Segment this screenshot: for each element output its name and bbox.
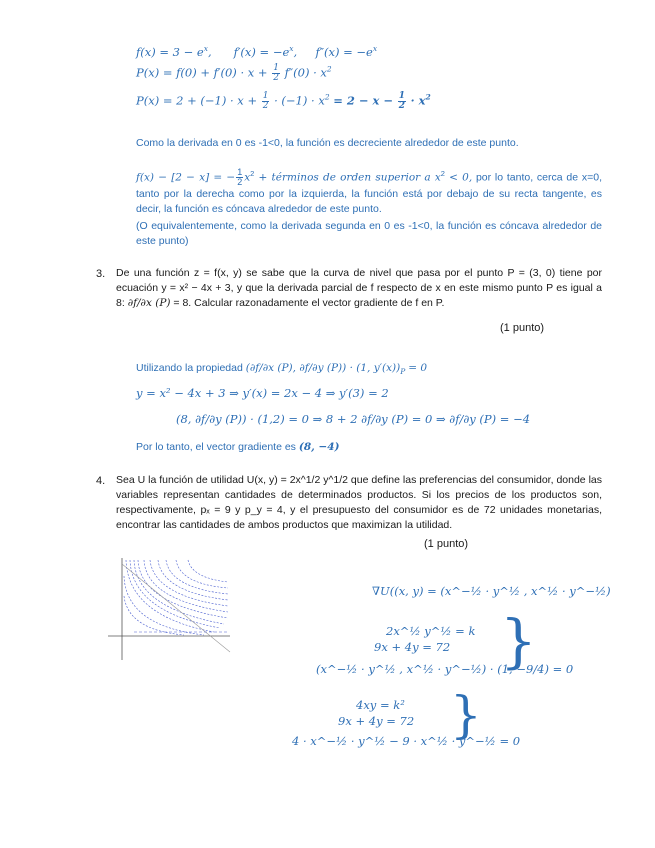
note-second-derivative: (O equivalentemente, como la derivada segunda en 0 es -1<0, la función es cóncava alrededor de este punto) [136, 220, 602, 247]
q4-sys2-utility: 4xy = k² [356, 698, 405, 712]
q4-sys1-budget: 9x + 4y = 72 [374, 640, 451, 654]
brace-system-2: } [450, 686, 482, 744]
q3-points: (1 punto) [500, 322, 545, 334]
q4-sys1-tangency: (x^−½ · y^½ , x^½ · y^−½) · (1, −9/4) = 0 [316, 662, 574, 676]
eq-taylor-eval: P(x) = 2 + (−1) · x + $\frac{1}{2}$ · $(-1) \cdot x^2 = 2 - x$ − $\frac{1}{2}$ · $x^2$ [136, 91, 431, 111]
q3-statement: De una función z = f(x, y) se sabe que la curva de nivel que pasa por el punto P = (3, 0) tiene por ecuación y = x² − 4x + 3, y que la derivada parcial de f respecto de x en este mismo punto P es igual a 8: ∂f/∂x (P) = 8. Calcular razonadamente el vector gradiente de f en P. [116, 267, 602, 309]
level-curves-plot [104, 556, 234, 664]
q4-number: 4. [96, 475, 106, 487]
q4-statement: Sea U la función de utilidad U(x, y) = 2x^1/2 y^1/2 que define las preferencias del consumidor, donde las variables representan cantidades de determinados productos. Si los precios de los productos son, respectivamente, pₓ = 9 y p_y = 4, y el presupuesto del consumidor es de 72 unidades monetarias, encontrar las cantidades de ambos productos que maximizan la utilidad. [116, 474, 602, 531]
q3-sol-partial-y: (8, ∂f/∂y (P)) · (1,2) = 0 ⇒ 8 + 2 ∂f/∂y (P) = 0 ⇒ ∂f/∂y (P) = −4 [176, 412, 531, 426]
q4-gradient: ∇U((x, y) = (x^−½ · y^½ , x^½ · y^−½) [372, 584, 611, 598]
eq-taylor-poly: P(x) = f(0) + f′(0) · x + $\frac{1}{2}$ $f''(0) \cdot x^2$ [136, 63, 332, 83]
eq-f-derivatives: $f(x) = 3 - e^x$, $f'(x) = -e^x$, $f''(x) = -e^x$ [136, 44, 378, 59]
q4-sys1-utility: 2x^½ y^½ = k [386, 624, 476, 638]
q3-sol-result: Por lo tanto, el vector gradiente es (8, −4) [136, 441, 340, 453]
q4-sys2-tangency: 4 · x^−½ · y^½ − 9 · x^½ · y^−½ = 0 [292, 734, 521, 748]
q3-number: 3. [96, 268, 106, 280]
q4-points: (1 punto) [424, 538, 469, 550]
brace-system-1: } [500, 607, 537, 675]
budget-line [122, 564, 230, 652]
q4-sys2-budget: 9x + 4y = 72 [338, 714, 415, 728]
indifference-curves [124, 560, 228, 635]
taylor-concavity-text: f(x) − [2 − x] = − $\frac{1}{2}$ $x^2$ + términos de orden superior a $x^2 < 0$, por lo tanto, cerca de x=0, tanto por la derecha como por la izquierda, la función está por debajo de su recta tangente, es decir, la función es cóncava alrededor de este punto. [136, 167, 603, 216]
q3-sol-property: Utilizando la propiedad (∂f/∂x (P), ∂f/∂y (P)) · (1, $y'(x))_P = 0$ [136, 362, 428, 377]
note-decreasing: Como la derivada en 0 es -1<0, la función es decreciente alrededor de este punto. [136, 137, 519, 149]
q3-sol-curve-derivative: y = x² − 4x + 3 ⇒ y′(x) = 2x − 4 ⇒ y′(3) = 2 [136, 386, 389, 400]
